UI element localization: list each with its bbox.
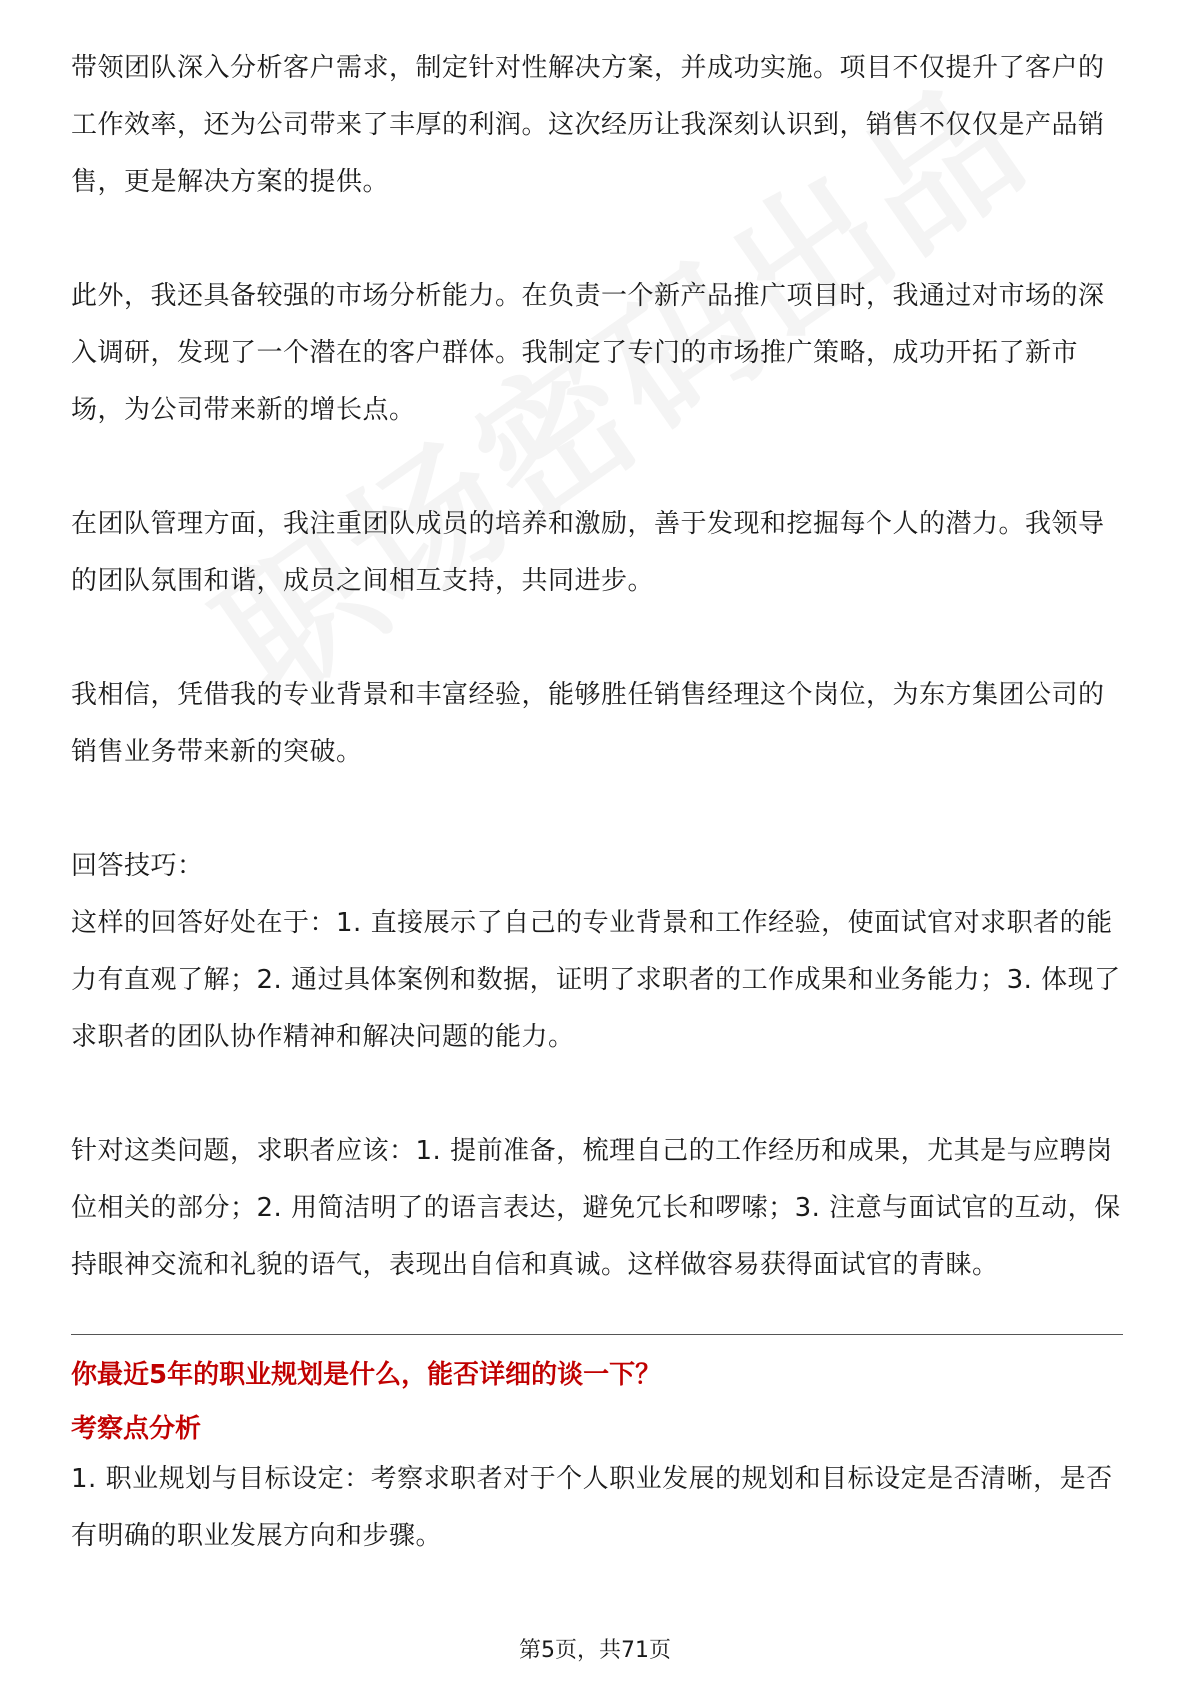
paragraph-market-analysis: 此外，我还具备较强的市场分析能力。在负责一个新产品推广项目时，我通过对市场的深入调研，发现了一个潜在的客户群体。我制定了专门的市场推广策略，成功开拓了新市场，为公司带来新的增长点。: [71, 281, 1105, 425]
paragraph-gap: [71, 610, 1123, 667]
paragraph-gap: [71, 1066, 1123, 1123]
paragraph-case-study: 带领团队深入分析客户需求，制定针对性解决方案，并成功实施。项目不仅提升了客户的工作效率，还为公司带来了丰厚的利润。这次经历让我深刻认识到，销售不仅仅是产品销售，更是解决方案的提供。: [71, 53, 1105, 197]
tips-label: 回答技巧：: [71, 851, 204, 881]
paragraph-gap: [71, 439, 1123, 496]
section-divider: [71, 1334, 1123, 1335]
paragraph-team-management: 在团队管理方面，我注重团队成员的培养和激励，善于发现和挖掘每个人的潜力。我领导的团队氛围和谐，成员之间相互支持，共同进步。: [71, 509, 1105, 596]
page-number: 第5页，共71页: [519, 1638, 671, 1663]
paragraph-gap: [71, 211, 1123, 268]
tips-advice: 针对这类问题，求职者应该：1. 提前准备，梳理自己的工作经历和成果，尤其是与应聘岗位相关的部分；2. 用简洁明了的语言表达，避免冗长和啰嗦；3. 注意与面试官的互动，保持眼神交流和礼貌的语气，表现出自信和真诚。这样做容易获得面试官的青睐。: [71, 1136, 1121, 1280]
analysis-point-1: 1. 职业规划与目标设定：考察求职者对于个人职业发展的规划和目标设定是否清晰，是否有明确的职业发展方向和步骤。: [71, 1464, 1113, 1551]
paragraph-conclusion: 我相信，凭借我的专业背景和丰富经验，能够胜任销售经理这个岗位，为东方集团公司的销售业务带来新的突破。: [71, 680, 1105, 767]
analysis-heading: 考察点分析: [71, 1414, 202, 1444]
tips-body: 这样的回答好处在于：1. 直接展示了自己的专业背景和工作经验，使面试官对求职者的能力有直观了解；2. 通过具体案例和数据，证明了求职者的工作成果和业务能力；3. 体现了求职者的团队协作精神和解决问题的能力。: [71, 908, 1121, 1052]
question-title: 你最近5年的职业规划是什么，能否详细的谈一下？: [71, 1360, 662, 1390]
paragraph-gap: [71, 781, 1123, 838]
page-content: [71, 40, 1123, 1565]
